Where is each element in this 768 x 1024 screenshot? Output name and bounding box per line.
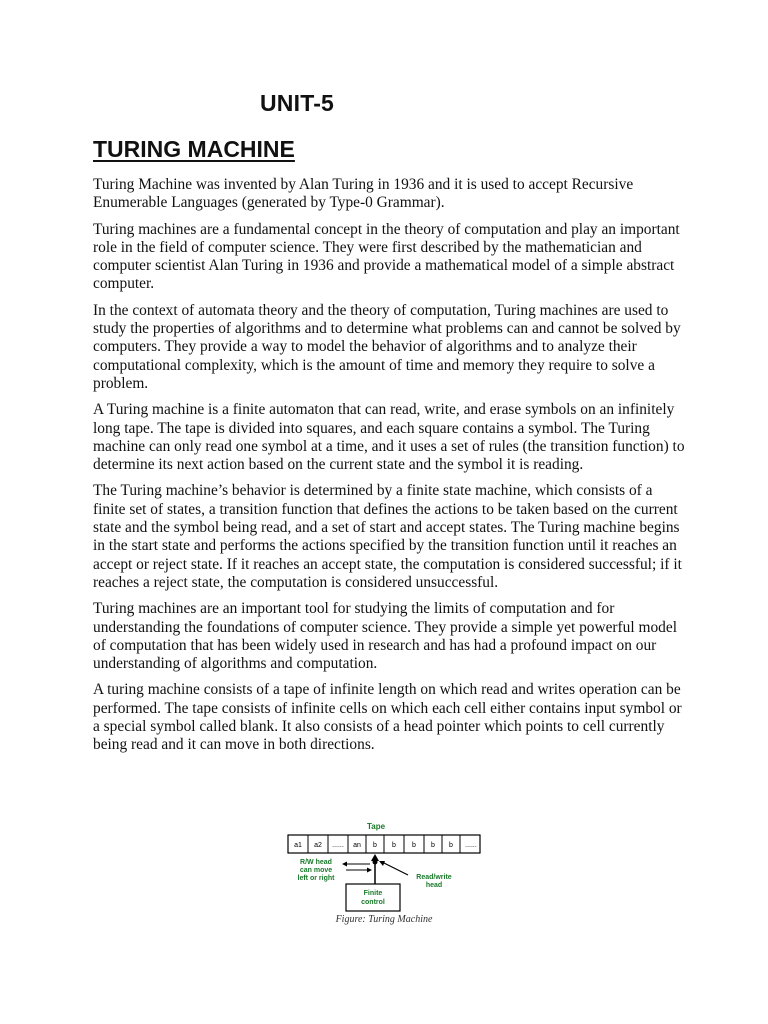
paragraph: Turing machines are a fundamental concept in the theory of computation and play an important role in the field of computer science. They were first described by the mathematician and computer scientist Alan Turing in 1936 and provide a mathematical model of a simple abstract computer.: [93, 220, 680, 293]
paragraph: A turing machine consists of a tape of infinite length on which read and writes operation can be performed. The tape consists of infinite cells on which each cell either contains input symbol or a special symbol called blank. It also consists of a head pointer which points to cell currently being read and it can move in both directions.: [93, 681, 682, 754]
rw-head-label: R/W head: [300, 859, 332, 866]
tape-cell: an: [353, 842, 361, 849]
unit-heading: UNIT-5: [260, 90, 335, 116]
paragraph: Turing machines are an important tool for studying the limits of computation and for understanding the foundations of computer science. They provide a simple yet powerful model of computation that has been widely used in research and has had a profound impact on our understanding of algorithms and computation.: [93, 600, 677, 673]
turing-machine-diagram: [284, 820, 484, 926]
tape-cell: ......: [332, 842, 344, 849]
turing-machine-figure: [284, 820, 484, 926]
read-write-label: head: [425, 882, 443, 889]
tape-cell: b: [373, 842, 377, 849]
paragraph: A Turing machine is a finite automaton that can read, write, and erase symbols on an infinitely long tape. The tape is divided into squares, and each square contains a symbol. The Turing machine can only read one symbol at a time, and it uses a set of rules (the transition function) to determine its next action based on the current state and the symbol it is reading.: [93, 401, 685, 474]
arrow-right-icon: [367, 868, 372, 873]
tape-cell: a1: [294, 842, 302, 849]
rw-head-label: can move: [299, 867, 333, 874]
tape-cell: b: [449, 842, 453, 849]
figure-caption: Figure: Turing Machine: [335, 914, 433, 925]
paragraph: The Turing machine’s behavior is determined by a finite state machine, which consists of a finite set of states, a transition function that defines the actions to be taken based on the current state and the symbol being read, and a set of start and accept states. The Turing machine begins in the start state and performs the actions specified by the transition function until it reaches an accept or reject state. If it reaches an accept state, the computation is considered successful; if it reaches a reject state, the computation is considered unsuccessful.: [93, 482, 682, 591]
tape-cell: b: [431, 842, 435, 849]
finite-control-label: Finite: [363, 890, 383, 897]
page-title: TURING MACHINE: [93, 136, 295, 162]
paragraph: In the context of automata theory and the theory of computation, Turing machines are used to study the properties of algorithms and to determine what problems can and cannot be solved by computers. They provide a way to model the behavior of algorithms and to analyze their computational complexity, which is the amount of time and memory they require to solve a problem.: [93, 301, 681, 392]
tape-cell: b: [412, 842, 416, 849]
tape-cell: ......: [465, 842, 477, 849]
tape-cell: a2: [314, 842, 322, 849]
tape-label: Tape: [366, 822, 386, 831]
body-text: [93, 176, 685, 763]
read-write-label: Read/write: [416, 874, 452, 881]
rw-head-label: left or right: [297, 875, 335, 882]
finite-control-label: control: [361, 899, 385, 906]
tape-cell: b: [392, 842, 396, 849]
finite-control-box: [346, 884, 400, 911]
paragraph: Turing Machine was invented by Alan Turing in 1936 and it is used to accept Recursive Enumerable Languages (generated by Type-0 Grammar).: [93, 176, 634, 212]
